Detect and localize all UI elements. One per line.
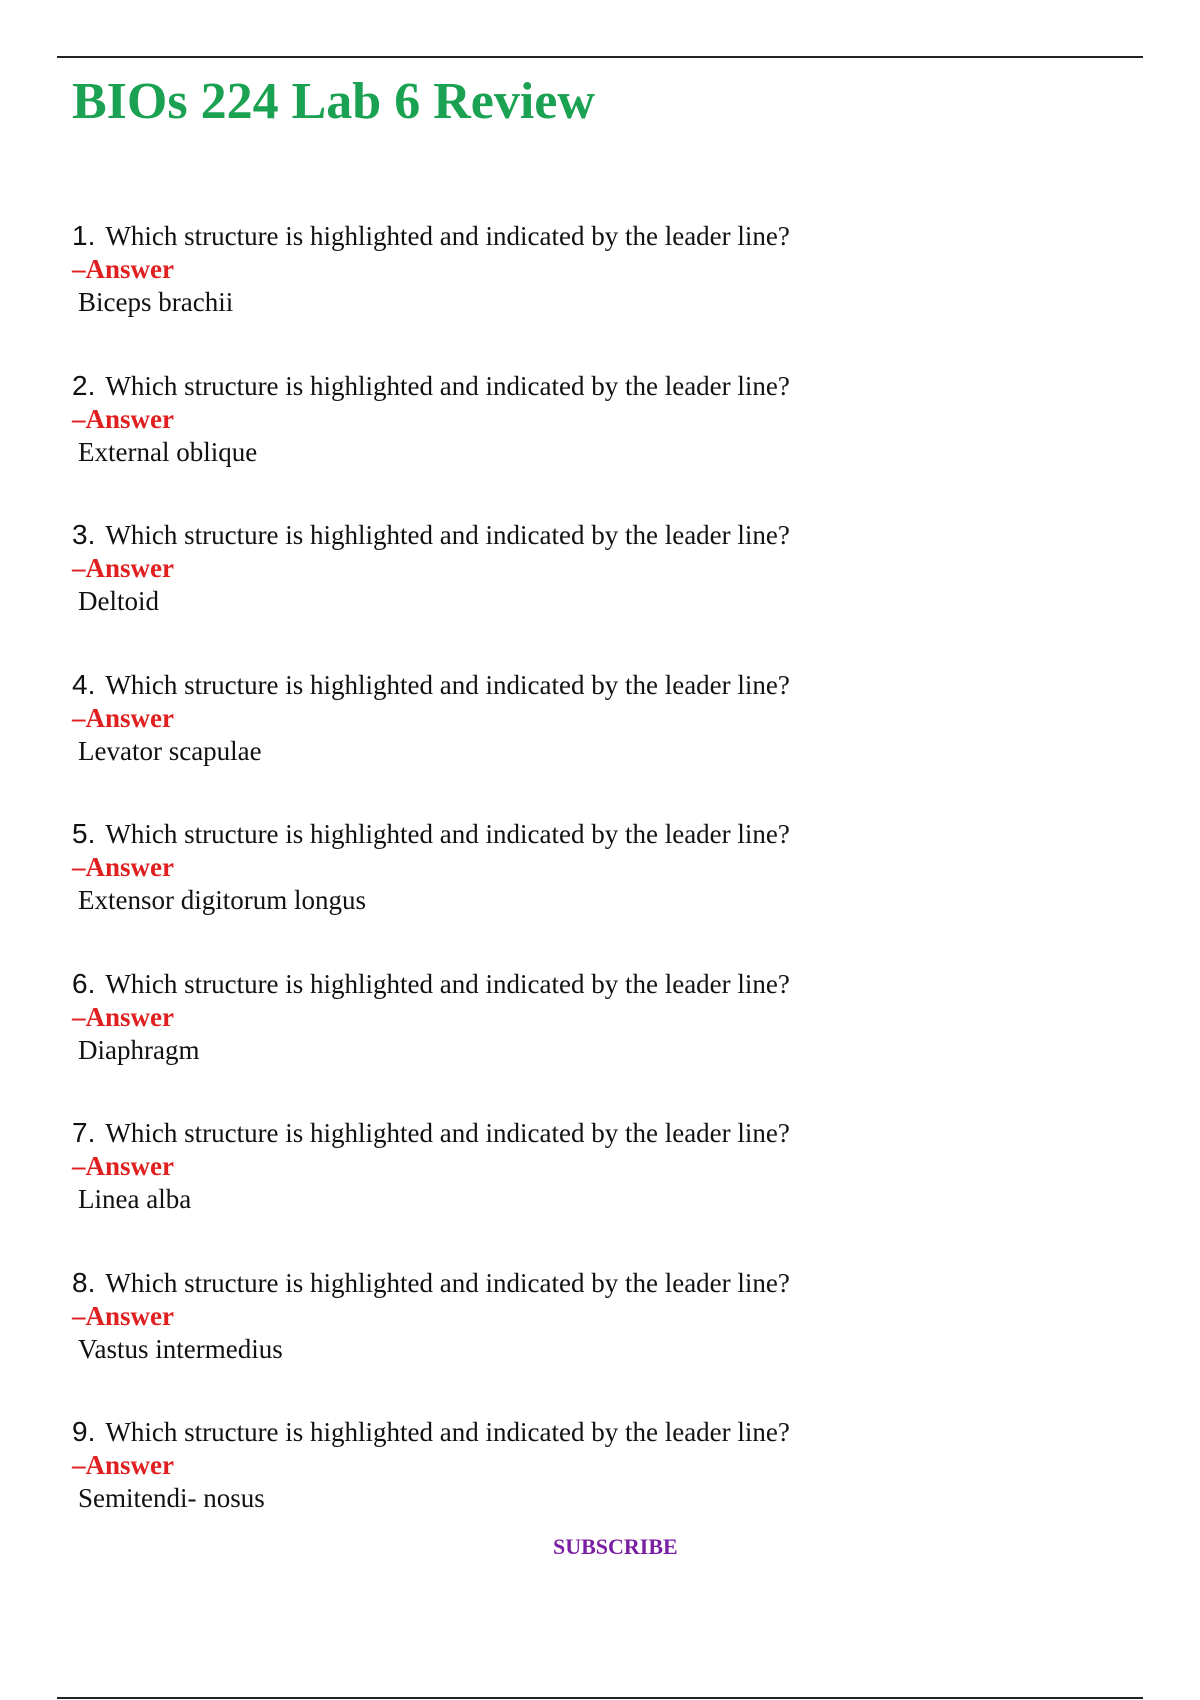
page-title: BIOs 224 Lab 6 Review [72,73,595,130]
question-text: Which structure is highlighted and indicated by the leader line? [105,968,790,999]
question-item-6 [72,968,1072,1118]
question-list [72,220,1072,1566]
question-line [72,1416,790,1448]
question-text: Which structure is highlighted and indicated by the leader line? [105,1267,790,1298]
question-item-7 [72,1117,1072,1267]
answer-text: Linea alba [78,1184,192,1214]
question-item-1 [72,220,1072,370]
question-item-2 [72,370,1072,520]
question-number: 8. [72,1266,96,1298]
answer-text: Biceps brachii [78,287,234,317]
question-number: 4. [72,668,96,700]
answer-label: –Answer [72,1450,174,1480]
question-line [72,968,790,1000]
question-line [72,818,790,850]
question-text: Which structure is highlighted and indicated by the leader line? [105,819,790,849]
subscribe-link[interactable]: SUBSCRIBE [553,1534,678,1559]
question-number: 5. [72,818,96,849]
answer-text: Semitendi- nosus [78,1483,265,1513]
question-number: 9. [72,1416,96,1447]
question-text: Which structure is highlighted and indicated by the leader line? [105,669,790,700]
question-text: Which structure is highlighted and indicated by the leader line? [105,221,790,251]
question-item-3 [72,519,1072,669]
answer-label: –Answer [72,403,174,434]
answer-label: –Answer [72,553,174,583]
question-text: Which structure is highlighted and indicated by the leader line? [105,1417,790,1447]
answer-label: –Answer [72,1300,174,1331]
answer-label: –Answer [72,852,174,882]
question-line [72,519,790,551]
answer-text: Extensor digitorum longus [78,885,366,915]
question-number: 1. [72,220,96,251]
question-number: 7. [72,1117,96,1148]
bottom-rule [57,1697,1143,1699]
question-text: Which structure is highlighted and indicated by the leader line? [105,520,790,550]
answer-text: Levator scapulae [78,735,262,766]
question-number: 3. [72,519,96,550]
question-item-8 [72,1267,1072,1417]
question-number: 6. [72,967,96,999]
top-rule [57,56,1143,58]
question-line [72,1117,790,1149]
answer-label: –Answer [72,1001,174,1032]
answer-label: –Answer [72,254,174,284]
question-line [72,370,790,402]
answer-text: Deltoid [78,586,159,616]
question-item-4 [72,669,1072,819]
answer-text: External oblique [78,436,258,467]
question-text: Which structure is highlighted and indicated by the leader line? [105,370,790,401]
answer-text: Diaphragm [78,1034,200,1065]
question-text: Which structure is highlighted and indicated by the leader line? [105,1118,790,1148]
question-line [72,669,790,701]
answer-label: –Answer [72,1151,174,1181]
answer-label: –Answer [72,702,174,733]
question-line [72,1267,790,1299]
answer-text: Vastus intermedius [78,1333,283,1364]
question-number: 2. [72,369,96,401]
question-line [72,220,790,252]
question-item-5 [72,818,1072,968]
